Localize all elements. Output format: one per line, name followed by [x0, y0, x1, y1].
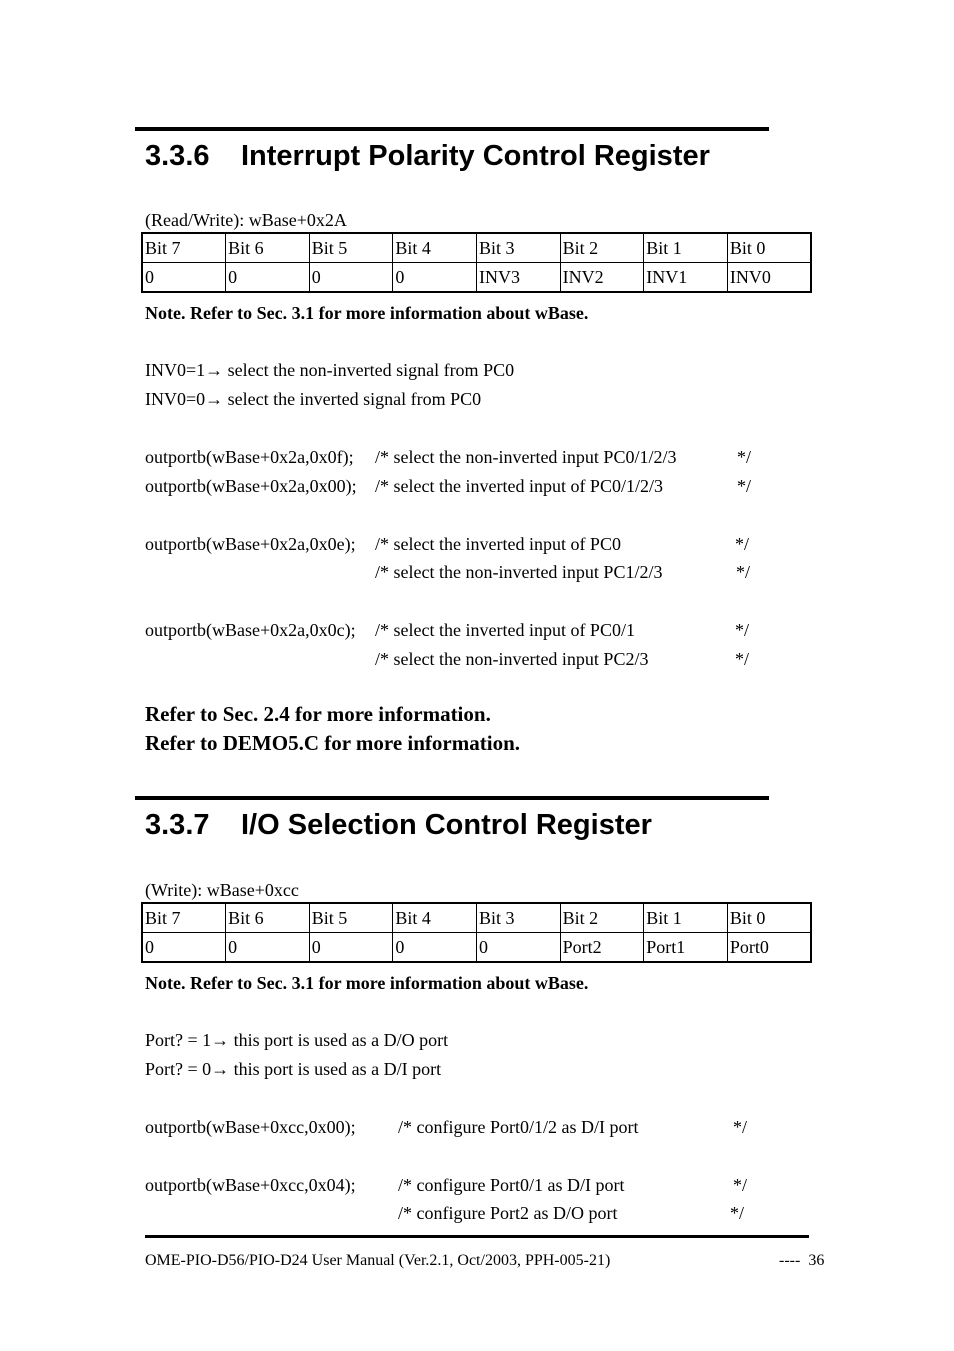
inv-description: INV0=0→ select the inverted signal from PC0 [145, 389, 482, 409]
note-wbase: Note. Refer to Sec. 3.1 for more information about wBase. [145, 973, 589, 993]
code-comment: /* select the inverted input of PC0/1 [375, 620, 635, 640]
table-cell: 0 [226, 263, 310, 293]
section-heading-3-3-7 [145, 809, 652, 842]
table-cell: Bit 6 [226, 233, 310, 263]
footer-manual-title: OME-PIO-D56/PIO-D24 User Manual (Ver.2.1, Oct/2003, PPH-005-21) [145, 1252, 611, 1269]
reference-line: Refer to DEMO5.C for more information. [145, 731, 520, 755]
register-table-polarity [141, 232, 812, 293]
code-comment: /* configure Port2 as D/O port [398, 1203, 618, 1223]
code-comment: /* select the inverted input of PC0 [375, 534, 621, 554]
code-comment-end: */ [736, 562, 751, 582]
section-rule-top [135, 796, 769, 800]
port-description: Port? = 0→ this port is used as a D/I port [145, 1059, 442, 1079]
footer-rule [145, 1235, 809, 1238]
code-call: outportb(wBase+0xcc,0x00); [145, 1117, 356, 1137]
code-comment-end: */ [737, 476, 752, 496]
table-cell: INV2 [560, 263, 644, 293]
table-cell: Bit 5 [309, 903, 393, 933]
section-number: 3.3.7 [145, 809, 210, 841]
code-comment: /* select the non-inverted input PC2/3 [375, 649, 649, 669]
note-wbase: Note. Refer to Sec. 3.1 for more information about wBase. [145, 303, 589, 323]
code-call: outportb(wBase+0x2a,0x0c); [145, 620, 356, 640]
table-cell: Bit 4 [393, 233, 477, 263]
code-call: outportb(wBase+0x2a,0x0e); [145, 534, 356, 554]
table-cell: 0 [309, 263, 393, 293]
table-cell: Bit 0 [727, 903, 811, 933]
section-title: I/O Selection Control Register [241, 809, 652, 841]
code-call: outportb(wBase+0xcc,0x04); [145, 1175, 356, 1195]
code-comment-end: */ [730, 1203, 745, 1223]
table-cell: Bit 2 [560, 903, 644, 933]
code-call: outportb(wBase+0x2a,0x0f); [145, 447, 354, 467]
code-call: outportb(wBase+0x2a,0x00); [145, 476, 357, 496]
code-comment: /* select the inverted input of PC0/1/2/3 [375, 476, 663, 496]
table-cell: INV1 [644, 263, 728, 293]
register-access: (Write): wBase+0xcc [145, 880, 299, 900]
table-cell: Bit 7 [142, 233, 226, 263]
table-cell: 0 [309, 933, 393, 963]
code-comment-end: */ [733, 1117, 748, 1137]
table-cell: Bit 1 [644, 233, 728, 263]
table-cell: 0 [393, 263, 477, 293]
section-number: 3.3.6 [145, 140, 210, 172]
table-cell: 0 [142, 263, 226, 293]
table-cell: 0 [226, 933, 310, 963]
code-comment-end: */ [735, 620, 750, 640]
footer-page-number: ---- 36 [779, 1252, 825, 1269]
reference-line: Refer to Sec. 2.4 for more information. [145, 702, 491, 726]
table-cell: Bit 0 [727, 233, 811, 263]
table-cell: INV3 [477, 263, 561, 293]
code-comment-end: */ [733, 1175, 748, 1195]
inv-description: INV0=1→ select the non-inverted signal from PC0 [145, 360, 515, 380]
section-title: Interrupt Polarity Control Register [241, 140, 710, 172]
register-table-io-selection [141, 902, 812, 963]
table-cell: Port0 [727, 933, 811, 963]
code-comment: /* select the non-inverted input PC0/1/2/3 [375, 447, 677, 467]
table-cell: Bit 7 [142, 903, 226, 933]
table-row-values [142, 933, 811, 963]
code-comment-end: */ [737, 447, 752, 467]
code-comment-end: */ [735, 649, 750, 669]
table-cell: Bit 3 [477, 233, 561, 263]
table-cell: 0 [477, 933, 561, 963]
table-cell: 0 [142, 933, 226, 963]
table-cell: Bit 5 [309, 233, 393, 263]
code-comment-end: */ [735, 534, 750, 554]
table-cell: Bit 6 [226, 903, 310, 933]
table-cell: Bit 1 [644, 903, 728, 933]
table-cell: Bit 2 [560, 233, 644, 263]
table-cell: Bit 3 [477, 903, 561, 933]
table-row-values [142, 263, 811, 293]
register-access: (Read/Write): wBase+0x2A [145, 210, 347, 230]
table-cell: Port1 [644, 933, 728, 963]
table-row-bits [142, 903, 811, 933]
table-cell: Port2 [560, 933, 644, 963]
table-cell: 0 [393, 933, 477, 963]
code-comment: /* configure Port0/1 as D/I port [398, 1175, 625, 1195]
section-heading-3-3-6 [145, 140, 710, 173]
table-row-bits [142, 233, 811, 263]
table-cell: INV0 [727, 263, 811, 293]
section-rule-top [135, 127, 769, 131]
port-description: Port? = 1→ this port is used as a D/O port [145, 1030, 449, 1050]
table-cell: Bit 4 [393, 903, 477, 933]
code-comment: /* configure Port0/1/2 as D/I port [398, 1117, 639, 1137]
code-comment: /* select the non-inverted input PC1/2/3 [375, 562, 663, 582]
